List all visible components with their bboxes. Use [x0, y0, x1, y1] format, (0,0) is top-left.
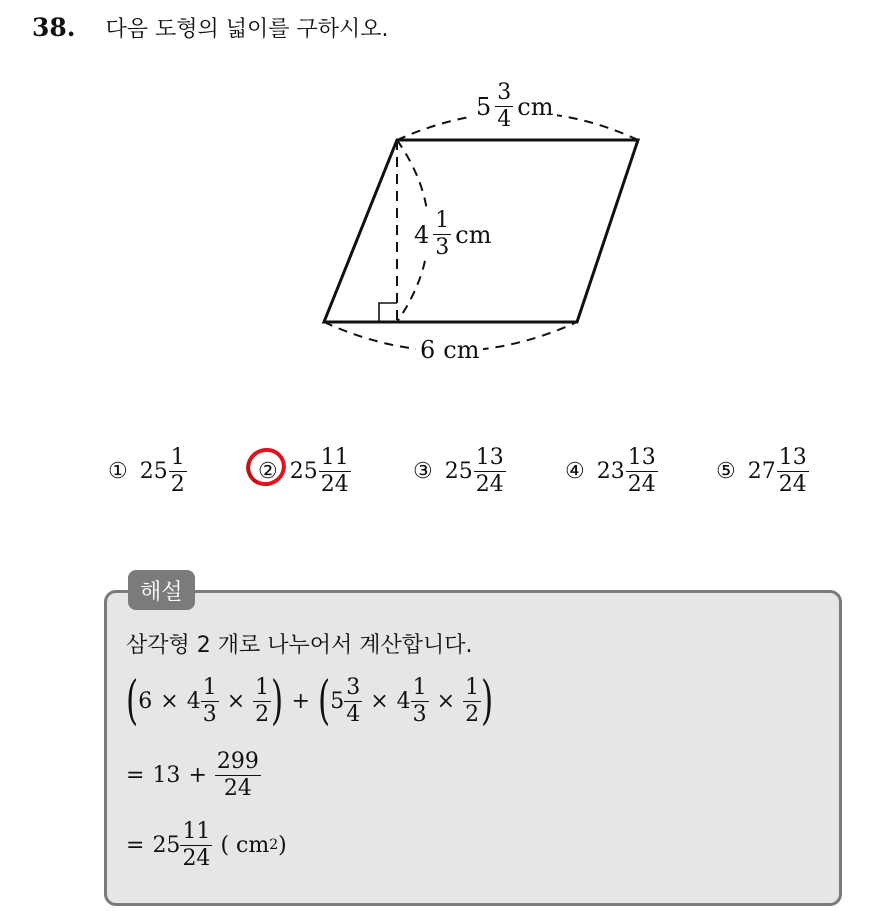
top-side-label: [472, 82, 557, 131]
line4-close: ): [278, 832, 287, 858]
line4-den: 24: [182, 845, 211, 871]
solution-expression: [126, 668, 493, 734]
expr-plus: +: [291, 688, 310, 714]
choice-whole: 27: [747, 458, 776, 484]
expr-den: 4: [346, 701, 361, 727]
bottom-side-label: [416, 336, 483, 364]
choice-mark-wrap: [258, 459, 278, 484]
expr-num: 1: [202, 674, 217, 700]
height-fraction: [433, 210, 451, 259]
choice-mark: ④: [565, 458, 585, 484]
line3-value: 13: [152, 762, 181, 788]
choice-mark: ②: [258, 458, 278, 484]
choice-den: 24: [475, 471, 504, 497]
height-label: [412, 210, 493, 259]
top-fraction: [495, 82, 513, 131]
choice-den: 24: [320, 471, 349, 497]
expr-frac-1-3: [411, 674, 429, 727]
expr-den: 3: [412, 701, 427, 727]
choice-den: 24: [627, 471, 656, 497]
line3-plus: +: [188, 762, 207, 788]
question-header: [32, 12, 389, 43]
left-paren: (: [126, 671, 139, 731]
bottom-unit: cm: [443, 336, 480, 364]
top-unit: cm: [517, 92, 554, 121]
choice-fraction: [777, 444, 809, 497]
left-paren: (: [317, 671, 331, 731]
choice-2[interactable]: [258, 440, 351, 502]
expr-four: 4: [396, 688, 411, 714]
choice-fraction: [626, 444, 658, 497]
equals-sign: =: [126, 832, 145, 858]
choice-whole: 25: [289, 458, 318, 484]
choice-num: 13: [778, 444, 807, 470]
choice-whole: 25: [444, 458, 473, 484]
expr-frac-1-3: [201, 674, 219, 727]
right-angle-mark: [379, 303, 397, 322]
selected-circle-mark: [241, 442, 292, 491]
expr-den: 2: [465, 701, 480, 727]
choice-4[interactable]: [565, 440, 658, 502]
choice-mark: ⑤: [716, 458, 736, 484]
right-paren: ): [271, 671, 284, 731]
choice-5[interactable]: [716, 440, 809, 502]
line4-sup: 2: [269, 837, 279, 853]
bottom-value: 6: [420, 336, 436, 364]
expr-times: ×: [436, 688, 456, 714]
expr-num: 1: [412, 674, 427, 700]
height-whole: 4: [414, 220, 430, 249]
choice-fraction: [319, 444, 351, 497]
solution-line-1: 삼각형 2 개로 나누어서 계산합니다.: [126, 633, 473, 658]
top-whole: 5: [476, 92, 492, 121]
height-num: 1: [435, 208, 450, 233]
top-den: 4: [497, 107, 512, 132]
answer-choices: [108, 440, 828, 502]
solution-line-3: [126, 744, 261, 806]
choice-whole: 25: [139, 458, 168, 484]
top-num: 3: [497, 80, 512, 105]
line4-unit: ( cm: [220, 832, 270, 858]
expr-frac-3-4: [344, 674, 362, 727]
choice-num: 11: [320, 444, 349, 470]
expr-num: 1: [465, 674, 480, 700]
solution-tag: 해설: [128, 570, 195, 610]
expr-frac-1-2: [253, 674, 271, 727]
choice-den: 24: [778, 471, 807, 497]
equals-sign: =: [126, 762, 145, 788]
expr-den: 2: [255, 701, 270, 727]
expr-four: 4: [186, 688, 201, 714]
choice-num: 13: [627, 444, 656, 470]
solution-line-4: [126, 814, 287, 876]
line3-den: 24: [223, 775, 252, 801]
choice-num: 13: [475, 444, 504, 470]
height-unit: cm: [455, 220, 492, 249]
height-den: 3: [435, 235, 450, 260]
expr-five: 5: [330, 688, 345, 714]
line4-num: 11: [182, 818, 211, 844]
line4-fraction: [180, 818, 212, 871]
expr-num: 3: [346, 674, 361, 700]
question-number: 38.: [32, 13, 76, 42]
line3-fraction: [215, 748, 261, 801]
right-paren: ): [481, 671, 494, 731]
choice-fraction: [474, 444, 506, 497]
expr-num: 1: [255, 674, 270, 700]
choice-1[interactable]: [108, 440, 187, 502]
choice-mark: ③: [413, 458, 433, 484]
line3-num: 299: [216, 748, 259, 774]
expr-times: ×: [226, 688, 246, 714]
expr-six: 6: [138, 688, 153, 714]
question-text: 다음 도형의 넓이를 구하시오.: [105, 17, 389, 42]
expr-times: ×: [160, 688, 179, 714]
choice-whole: 23: [596, 458, 625, 484]
choice-3[interactable]: [413, 440, 506, 502]
choice-num: 1: [170, 444, 185, 470]
expr-den: 3: [202, 701, 217, 727]
parallelogram-figure: [300, 70, 680, 380]
choice-mark: ①: [108, 458, 128, 484]
line4-whole: 25: [152, 832, 181, 858]
expr-frac-1-2: [463, 674, 481, 727]
choice-den: 2: [170, 471, 185, 497]
expr-times: ×: [370, 688, 389, 714]
choice-fraction: [169, 444, 187, 497]
